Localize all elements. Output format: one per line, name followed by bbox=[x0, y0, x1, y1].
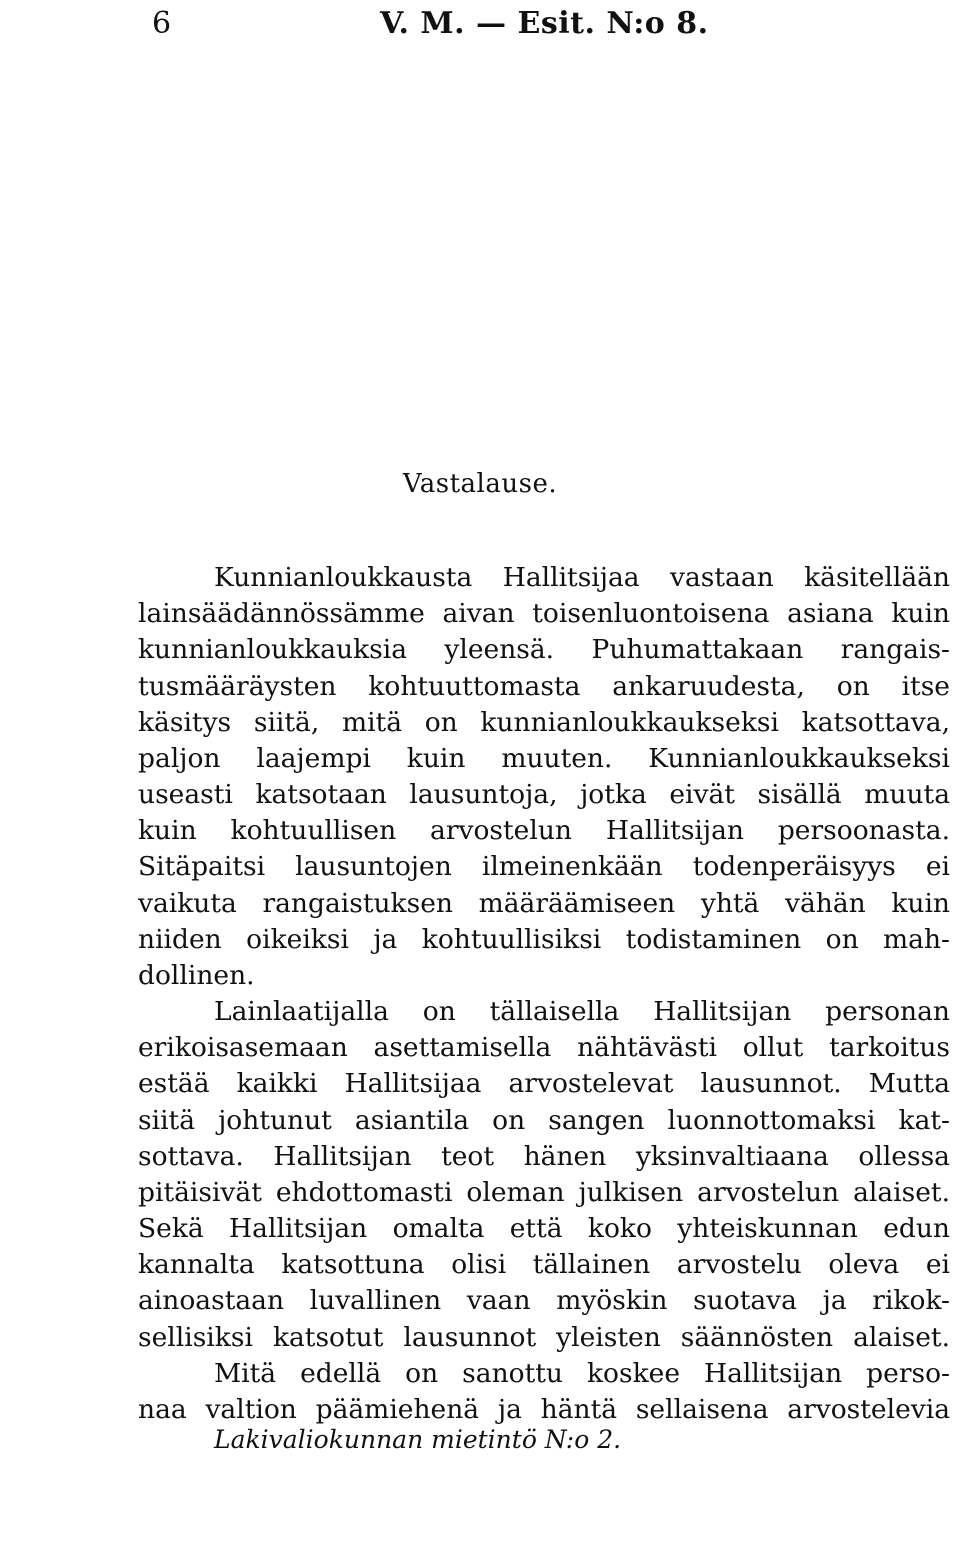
text-line: useasti katsotaan lausuntoja, jotka eivät sisällä muuta bbox=[138, 779, 950, 810]
text-line: pitäisivät ehdottomasti oleman julkisen arvostelun alaiset. bbox=[138, 1177, 950, 1208]
text-line: lainsäädännössämme aivan toisenluontoisena asiana kuin bbox=[138, 598, 950, 629]
section-title: Vastalause. bbox=[402, 469, 558, 499]
text-line: sellisiksi katsotut lausunnot yleisten säännösten alaiset. bbox=[138, 1322, 950, 1353]
text-line: kuin kohtuullisen arvostelun Hallitsijan persoonasta. bbox=[138, 815, 950, 846]
text-line: Mitä edellä on sanottu koskee Hallitsijan perso- bbox=[214, 1358, 950, 1389]
text-line: Kunnianloukkausta Hallitsijaa vastaan käsitellään bbox=[214, 562, 950, 593]
text-line: siitä johtunut asiantila on sangen luonnottomaksi kat- bbox=[138, 1105, 950, 1136]
text-line: kannalta katsottuna olisi tällainen arvostelu oleva ei bbox=[138, 1249, 950, 1280]
text-line: naa valtion päämiehenä ja häntä sellaisena arvostelevia bbox=[138, 1394, 950, 1425]
text-line: Sitäpaitsi lausuntojen ilmeinenkään todenperäisyys ei bbox=[138, 851, 950, 882]
text-line: Sekä Hallitsijan omalta että koko yhteiskunnan edun bbox=[138, 1213, 950, 1244]
text-line: estää kaikki Hallitsijaa arvostelevat lausunnot. Mutta bbox=[138, 1068, 950, 1099]
text-line: ainoastaan luvallinen vaan myöskin suotava ja rikok- bbox=[138, 1285, 950, 1316]
text-line: vaikuta rangaistuksen määräämiseen yhtä vähän kuin bbox=[138, 888, 950, 919]
text-line: erikoisasemaan asettamisella nähtävästi ollut tarkoitus bbox=[138, 1032, 950, 1063]
page-header bbox=[152, 6, 752, 42]
text-line: Lainlaatijalla on tällaisella Hallitsijan personan bbox=[214, 996, 950, 1027]
running-head: V. M. — Esit. N:o 8. bbox=[380, 6, 709, 41]
footer-note: Lakivaliokunnan mietintö N:o 2. bbox=[214, 1425, 622, 1454]
text-line: kunnianloukkauksia yleensä. Puhumattakaan rangais- bbox=[138, 634, 950, 665]
text-line: niiden oikeiksi ja kohtuullisiksi todistaminen on mah- bbox=[138, 924, 950, 955]
page-number: 6 bbox=[152, 6, 172, 41]
text-line: paljon laajempi kuin muuten. Kunnianloukkaukseksi bbox=[138, 743, 950, 774]
text-line: tusmääräysten kohtuuttomasta ankaruudesta, on itse bbox=[138, 671, 950, 702]
text-line: käsitys siitä, mitä on kunnianloukkaukseksi katsottava, bbox=[138, 707, 950, 738]
text-line: dollinen. bbox=[138, 960, 255, 991]
text-line: sottava. Hallitsijan teot hänen yksinvaltiaana ollessa bbox=[138, 1141, 950, 1172]
